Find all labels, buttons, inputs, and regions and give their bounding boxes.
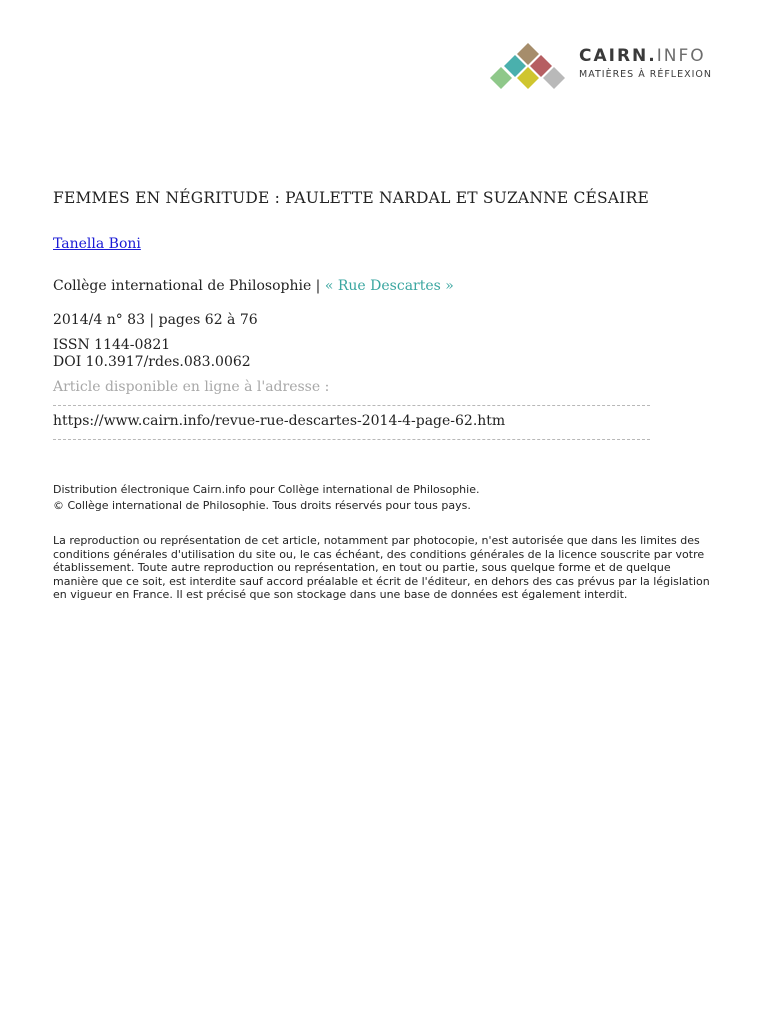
author-link[interactable]: Tanella Boni [53, 236, 141, 252]
availability-label: Article disponible en ligne à l'adresse : [53, 379, 330, 395]
logo-tagline: MATIÈRES À RÉFLEXION [579, 69, 712, 80]
logo-wordmark: CAIRN.INFO [579, 46, 706, 66]
publisher-name: Collège international de Philosophie | [53, 278, 321, 294]
issue-info: 2014/4 n° 83 | pages 62 à 76 [53, 312, 258, 328]
cairn-logo[interactable] [488, 42, 728, 92]
doi: DOI 10.3917/rdes.083.0062 [53, 354, 251, 370]
issn: ISSN 1144-0821 [53, 337, 171, 353]
publisher-line [53, 278, 454, 294]
cairn-diamond-icon [488, 42, 572, 92]
divider-top [53, 405, 650, 406]
article-url[interactable]: https://www.cairn.info/revue-rue-descartes-2014-4-page-62.htm [53, 413, 506, 429]
journal-link[interactable]: « Rue Descartes » [324, 278, 454, 294]
reproduction-notice: La reproduction ou représentation de cet article, notamment par photocopie, n'est autorisée que dans les limites des conditions générales d'utilisation du site ou, le cas échéant, des conditions générales de la licence souscrite par votre établissement. Toute autre reproduction ou représentation, en tout ou partie, sous quelque forme et de quelque manière que ce soit, est interdite sauf accord préalable et écrit de l'éditeur, en dehors des cas prévus par la législation en vigueur en France. Il est précisé que son stockage dans une base de données est également interdit. [53, 534, 710, 602]
copyright-line: © Collège international de Philosophie. Tous droits réservés pour tous pays. [53, 499, 471, 512]
distribution-line: Distribution électronique Cairn.info pour Collège international de Philosophie. [53, 483, 480, 496]
divider-bottom [53, 439, 650, 440]
article-title: FEMMES EN NÉGRITUDE : PAULETTE NARDAL ET SUZANNE CÉSAIRE [53, 189, 649, 207]
